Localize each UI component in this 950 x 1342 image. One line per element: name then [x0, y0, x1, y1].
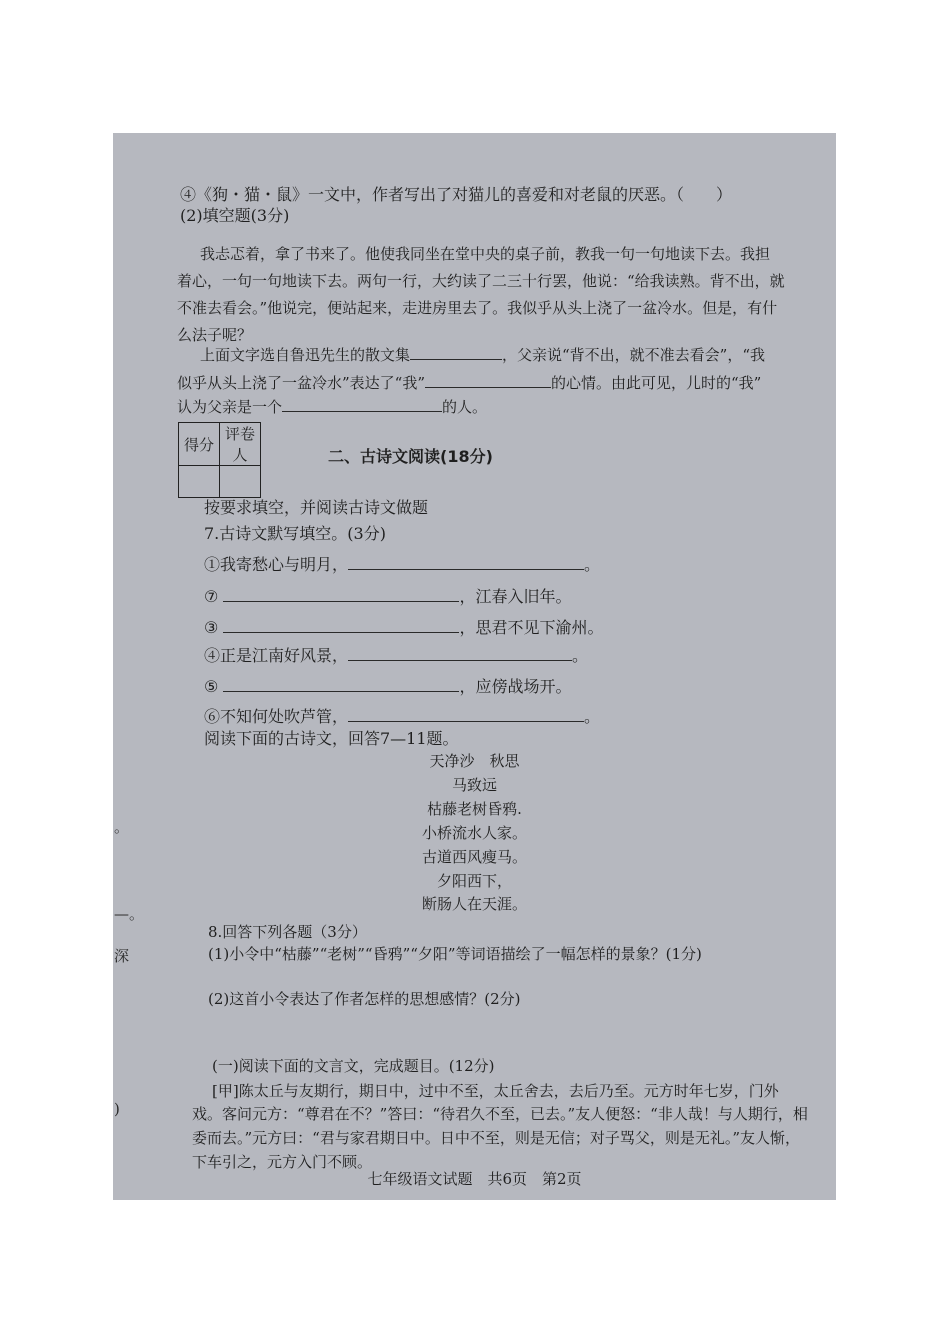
answer-blank[interactable]: [425, 371, 551, 388]
q6-item-4: ④《狗・猫・鼠》一文中，作者写出了对猫儿的喜爱和对老鼠的厌恶。（ ）: [180, 185, 733, 204]
passage-line: 么法子呢？: [177, 326, 253, 344]
q7-item: ⑤ ，应傍战场开。: [204, 677, 572, 696]
fill-section-title: (2)填空题(3分): [180, 206, 290, 225]
poem-line: 枯藤老树昏鸦.: [427, 800, 522, 818]
classical-text-line: 戏。客问元方：“尊君在不？”答曰：“待君久不至，已去。”友人便怒：“非人哉！与人期行，相: [192, 1105, 808, 1123]
poem-line: 夕阳西下，: [436, 872, 512, 890]
margin-char: —。: [114, 905, 145, 923]
margin-char: 。: [114, 818, 130, 836]
grader-cell[interactable]: [220, 466, 261, 498]
poem-line: 断肠人在天涯。: [421, 895, 527, 913]
score-cell[interactable]: [179, 466, 220, 498]
answer-blank[interactable]: [348, 644, 572, 661]
fill-question-line1: 上面文字选自鲁迅先生的散文集 ，父亲说“背不出，就不准去看会”，“我: [200, 343, 765, 366]
poem-line: 小桥流水人家。: [421, 824, 527, 842]
q7-item: ③ ，思君不见下渝州。: [204, 618, 604, 637]
classical-section-title: (一)阅读下面的文言文，完成题目。(12分): [212, 1057, 495, 1075]
answer-blank[interactable]: [348, 553, 584, 570]
passage-line: 不准去看会。”他说完，便站起来，走进房里去了。我似乎从头上浇了一盆冷水。但是，有什: [177, 299, 778, 317]
classical-text-line: 下车引之，元方入门不顾。: [192, 1153, 373, 1171]
answer-blank[interactable]: [223, 616, 459, 633]
margin-char: 深: [114, 947, 130, 965]
passage-line: 我忐忑着，拿了书来了。他使我同坐在堂中央的桌子前，教我一句一句地读下去。我担: [200, 245, 771, 263]
passage-line: 着心，一句一句地读下去。两句一行，大约读了二三十行罢，他说：“给我读熟。背不出，就: [177, 272, 785, 290]
reading-intro: 阅读下面的古诗文，回答7—11题。: [204, 729, 459, 748]
section-2-title: 二、古诗文阅读(18分): [328, 447, 493, 466]
grader-header: 评卷人: [220, 423, 261, 466]
classical-text-line: [甲]陈太丘与友期行，期日中，过中不至，太丘舍去，去后乃至。元方时年七岁，门外: [212, 1082, 779, 1100]
answer-blank[interactable]: [282, 395, 442, 412]
poem-line: 古道西风瘦马。: [421, 848, 527, 866]
answer-blank[interactable]: [348, 705, 584, 722]
q7-item: ⑥不知何处吹芦管， 。: [204, 707, 601, 726]
q7-item: ④正是江南好风景， 。: [204, 646, 589, 665]
margin-char: ): [114, 1100, 120, 1118]
q7-item: ⑦ ，江春入旧年。: [204, 587, 572, 606]
q8-title: 8.回答下列各题（3分）: [208, 923, 367, 941]
q8-part-1: (1)小令中“枯藤”“老树”“昏鸦”“夕阳”等词语描绘了一幅怎样的景象？(1分): [208, 945, 702, 963]
poem-title: 天净沙 秋思: [429, 752, 520, 770]
fill-question-line2: 似乎从头上浇了一盆冷水”表达了“我” 的心情。由此可见，儿时的“我”: [177, 371, 761, 394]
fill-question-line3: 认为父亲是一个 的人。: [177, 395, 487, 418]
answer-blank[interactable]: [410, 343, 502, 360]
q8-part-2: (2)这首小令表达了作者怎样的思想感情？(2分): [208, 990, 521, 1008]
answer-blank[interactable]: [223, 675, 459, 692]
q7-title: 7.古诗文默写填空。(3分): [204, 524, 386, 543]
answer-blank[interactable]: [223, 585, 459, 602]
score-header: 得分: [179, 423, 220, 466]
q7-item: ①我寄愁心与明月， 。: [204, 555, 601, 574]
page-footer: 七年级语文试题 共6页 第2页: [367, 1170, 582, 1188]
classical-text-line: 委而去。”元方曰：“君与家君期日中。日中不至，则是无信；对子骂父，则是无礼。”友人惭，: [192, 1129, 801, 1147]
poem-author: 马致远: [451, 776, 497, 794]
score-table: [178, 422, 261, 498]
exam-page-photo: [113, 133, 836, 1200]
section-2-intro: 按要求填空，并阅读古诗文做题: [204, 498, 429, 517]
